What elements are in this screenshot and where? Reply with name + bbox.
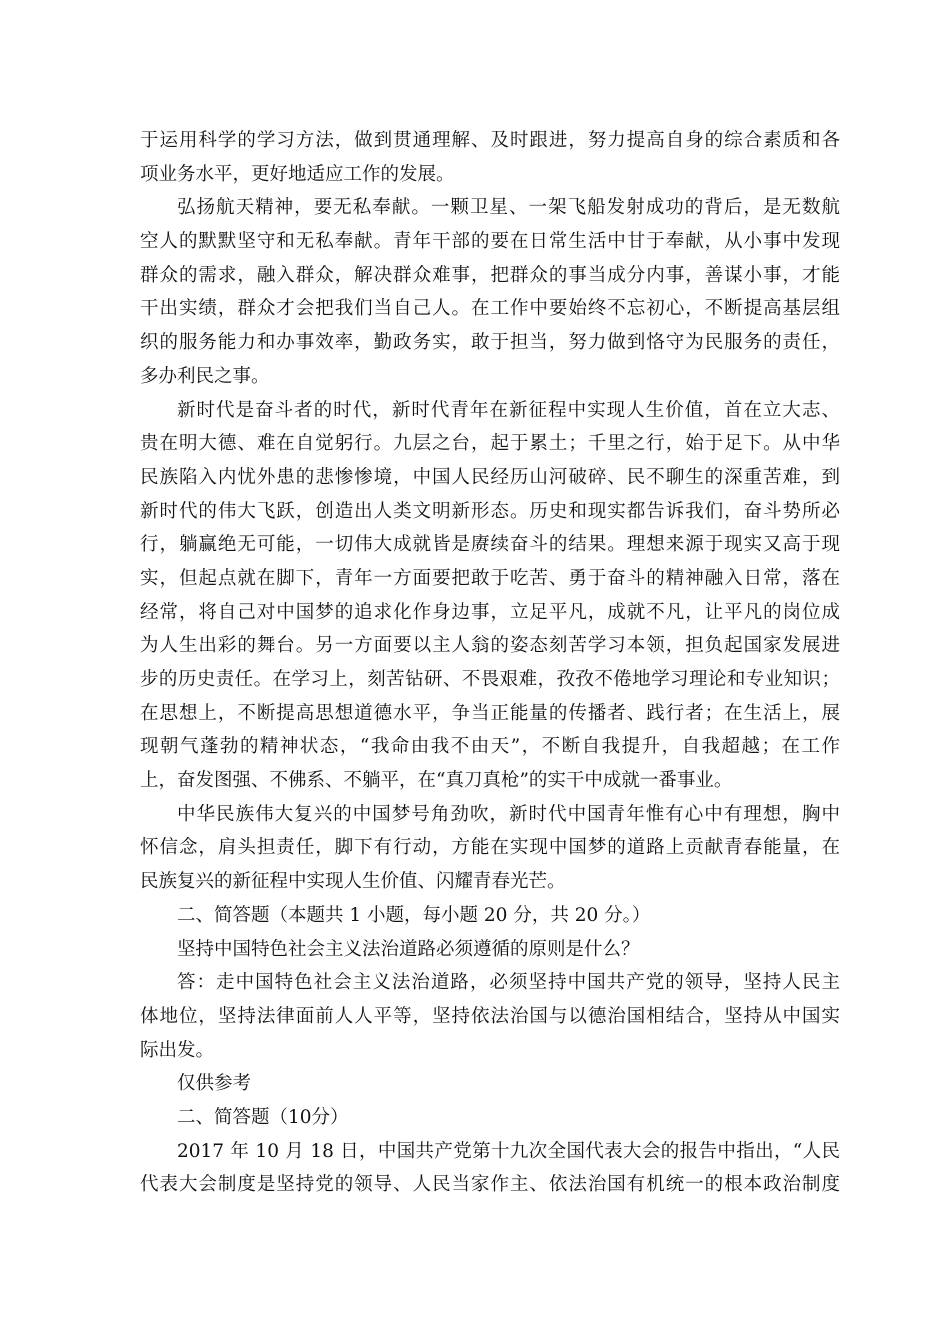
text-line: 民族陷入内忧外患的悲惨惨境，中国人民经历山河破碎、民不聊生的深重苦难，到: [140, 466, 840, 488]
text-line: 于运用科学的学习方法，做到贯通理解、及时跟进，努力提高自身的综合素质和各: [140, 130, 840, 151]
section-heading: 二、简答题（本题共 1 小题，每小题 20 分，共 20 分。）: [177, 904, 651, 926]
text-line: 为人生出彩的舞台。另一方面要以主人翁的姿态刻苦学习本领，担负起国家发展进: [140, 635, 840, 657]
paragraph-first-line: 2017 年 10 月 18 日，中国共产党第十九次全国代表大会的报告中指出，“人民: [177, 1140, 840, 1162]
text-line: 体地位，坚持法律面前人人平等，坚持依法治国与以德治国相结合，坚持从中国实: [140, 1005, 840, 1027]
text-line: 在思想上，不断提高思想道德水平，争当正能量的传播者、践行者；在生活上，展: [140, 702, 840, 724]
text-line: 怀信念，肩头担责任，脚下有行动，方能在实现中国梦的道路上贡献青春能量，在: [140, 837, 840, 859]
reference-note: 仅供参考: [177, 1073, 252, 1095]
text-line: 多办利民之事。: [140, 365, 270, 387]
text-line: 步的历史责任。在学习上，刻苦钻研、不畏艰难，孜孜不倦地学习理论和专业知识；: [140, 669, 840, 690]
answer-first-line: 答：走中国特色社会主义法治道路，必须坚持中国共产党的领导，坚持人民主: [177, 972, 840, 994]
document-body: [140, 124, 840, 1202]
paragraph-first-line: 弘扬航天精神，要无私奉献。一颗卫星、一架飞船发射成功的背后，是无数航: [177, 197, 840, 219]
text-line: 新时代的伟大飞跃，创造出人类文明新形态。历史和现实都告诉我们，奋斗势所必: [140, 500, 840, 522]
text-line: 上，奋发图强、不佛系、不躺平，在“真刀真枪”的实干中成就一番事业。: [140, 770, 733, 792]
text-line: 空人的默默坚守和无私奉献。青年干部的要在日常生活中甘于奉献，从小事中发现: [140, 231, 840, 253]
text-line: 项业务水平，更好地适应工作的发展。: [140, 163, 455, 185]
text-line: 实，但起点就在脚下，青年一方面要把敢于吃苦、勇于奋斗的精神融入日常，落在: [140, 567, 840, 589]
text-line: 干出实绩，群众才会把我们当自己人。在工作中要始终不忘初心，不断提高基层组: [140, 298, 840, 320]
text-line: 际出发。: [140, 1039, 215, 1061]
text-line: 群众的需求，融入群众，解决群众难事，把群众的事当成分内事，善谋小事，才能: [140, 264, 840, 286]
text-line: 经常，将自己对中国梦的追求化作身边事，立足平凡，成就不凡，让平凡的岗位成: [140, 601, 840, 623]
question-text: 坚持中国特色社会主义法治道路必须遵循的原则是什么？: [177, 938, 640, 960]
text-line: 织的服务能力和办事效率，勤政务实，敢于担当，努力做到恪守为民服务的责任，: [140, 332, 840, 354]
paragraph-first-line: 新时代是奋斗者的时代，新时代青年在新征程中实现人生价值，首在立大志、: [177, 399, 840, 421]
text-line: 代表大会制度是坚持党的领导、人民当家作主、依法治国有机统一的根本政治制度: [140, 1174, 840, 1196]
section-heading: 二、简答题（10分）: [177, 1106, 349, 1128]
text-line: 行，躺赢绝无可能，一切伟大成就皆是赓续奋斗的结果。理想来源于现实又高于现: [140, 534, 840, 556]
paragraph-first-line: 中华民族伟大复兴的中国梦号角劲吹，新时代中国青年惟有心中有理想，胸中: [177, 803, 840, 825]
text-line: 现朝气蓬勃的精神状态，“我命由我不由天”，不断自我提升，自我超越；在工作: [140, 736, 840, 758]
text-line: 民族复兴的新征程中实现人生价值、闪耀青春光芒。: [140, 871, 566, 893]
text-line: 贵在明大德、难在自觉躬行。九层之台，起于累土；千里之行，始于足下。从中华: [140, 433, 840, 455]
